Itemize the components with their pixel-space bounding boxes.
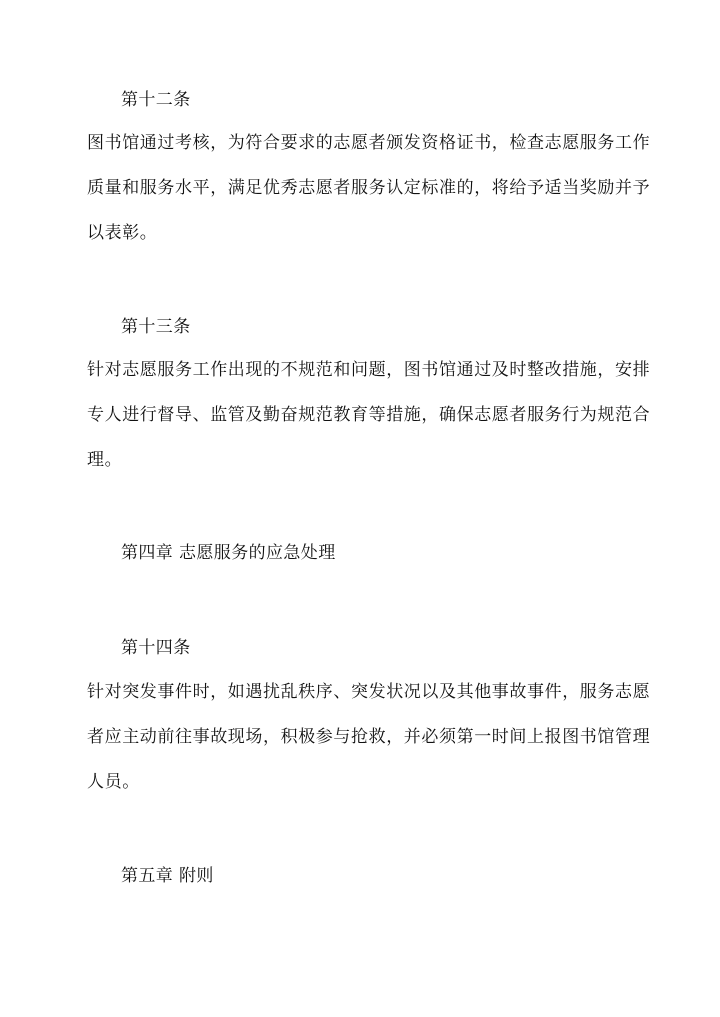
article-14-heading: 第十四条: [121, 638, 191, 658]
article-14-text-line-2: 者应主动前往事故现场，积极参与抢救，并必须第一时间上报图书馆管理: [87, 727, 651, 747]
article-12-text-line-2: 质量和服务水平，满足优秀志愿者服务认定标准的，将给予适当奖励并予: [87, 178, 651, 198]
article-13-heading: 第十三条: [121, 317, 191, 337]
article-13-text-line-2: 专人进行督导、监管及勤奋规范教育等措施，确保志愿者服务行为规范合: [87, 405, 651, 425]
chapter-4-heading: 第四章 志愿服务的应急处理: [121, 543, 336, 563]
article-12-text-line-3: 以表彰。: [87, 223, 158, 243]
article-12-text-line-1: 图书馆通过考核，为符合要求的志愿者颁发资格证书，检查志愿服务工作: [87, 133, 651, 153]
article-12-heading: 第十二条: [121, 90, 191, 110]
article-13-text-line-3: 理。: [87, 450, 123, 470]
article-14-text-line-1: 针对突发事件时，如遇扰乱秩序、突发状况以及其他事故事件，服务志愿: [87, 682, 651, 702]
article-14-text-line-3: 人员。: [87, 772, 140, 792]
chapter-5-heading: 第五章 附则: [121, 866, 214, 886]
article-13-text-line-1: 针对志愿服务工作出现的不规范和问题，图书馆通过及时整改措施，安排: [87, 360, 651, 380]
